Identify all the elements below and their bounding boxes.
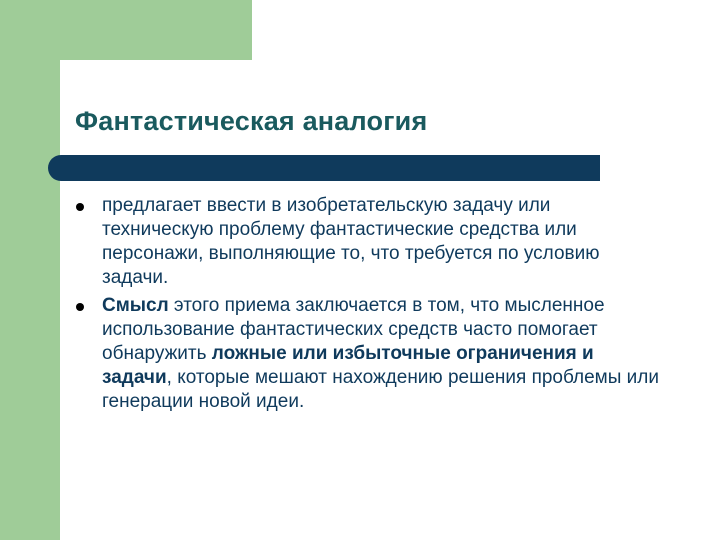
green-top-panel: [0, 0, 252, 60]
bullet-text-part-1: этого приема заключается в том, что мысленное использование фантастических средств часто помогает обнаружить: [102, 295, 605, 364]
bullet-text-part-2: , которые мешают нахождению решения проблемы или генерации новой идеи.: [102, 367, 659, 412]
bullet-text: [102, 294, 667, 414]
title-underline-bar: [48, 155, 600, 181]
bullet-item-2: [76, 294, 676, 414]
bold-phrase-constraints: ложные или избыточные ограничения и задачи: [102, 343, 594, 388]
bullet-text: предлагает ввести в изобретательскую задачу или техническую проблему фантастические средства или персонажи, выполняющие то, что требуется по условию задачи.: [102, 195, 600, 288]
bold-term-smysl: Смысл: [102, 295, 169, 316]
bullet-dot-icon: [76, 303, 84, 311]
bullet-list: [76, 194, 676, 418]
bullet-dot-icon: [76, 203, 84, 211]
green-left-panel: [0, 0, 60, 540]
bullet-item-1: [76, 194, 676, 290]
slide-title: Фантастическая аналогия: [75, 106, 428, 136]
